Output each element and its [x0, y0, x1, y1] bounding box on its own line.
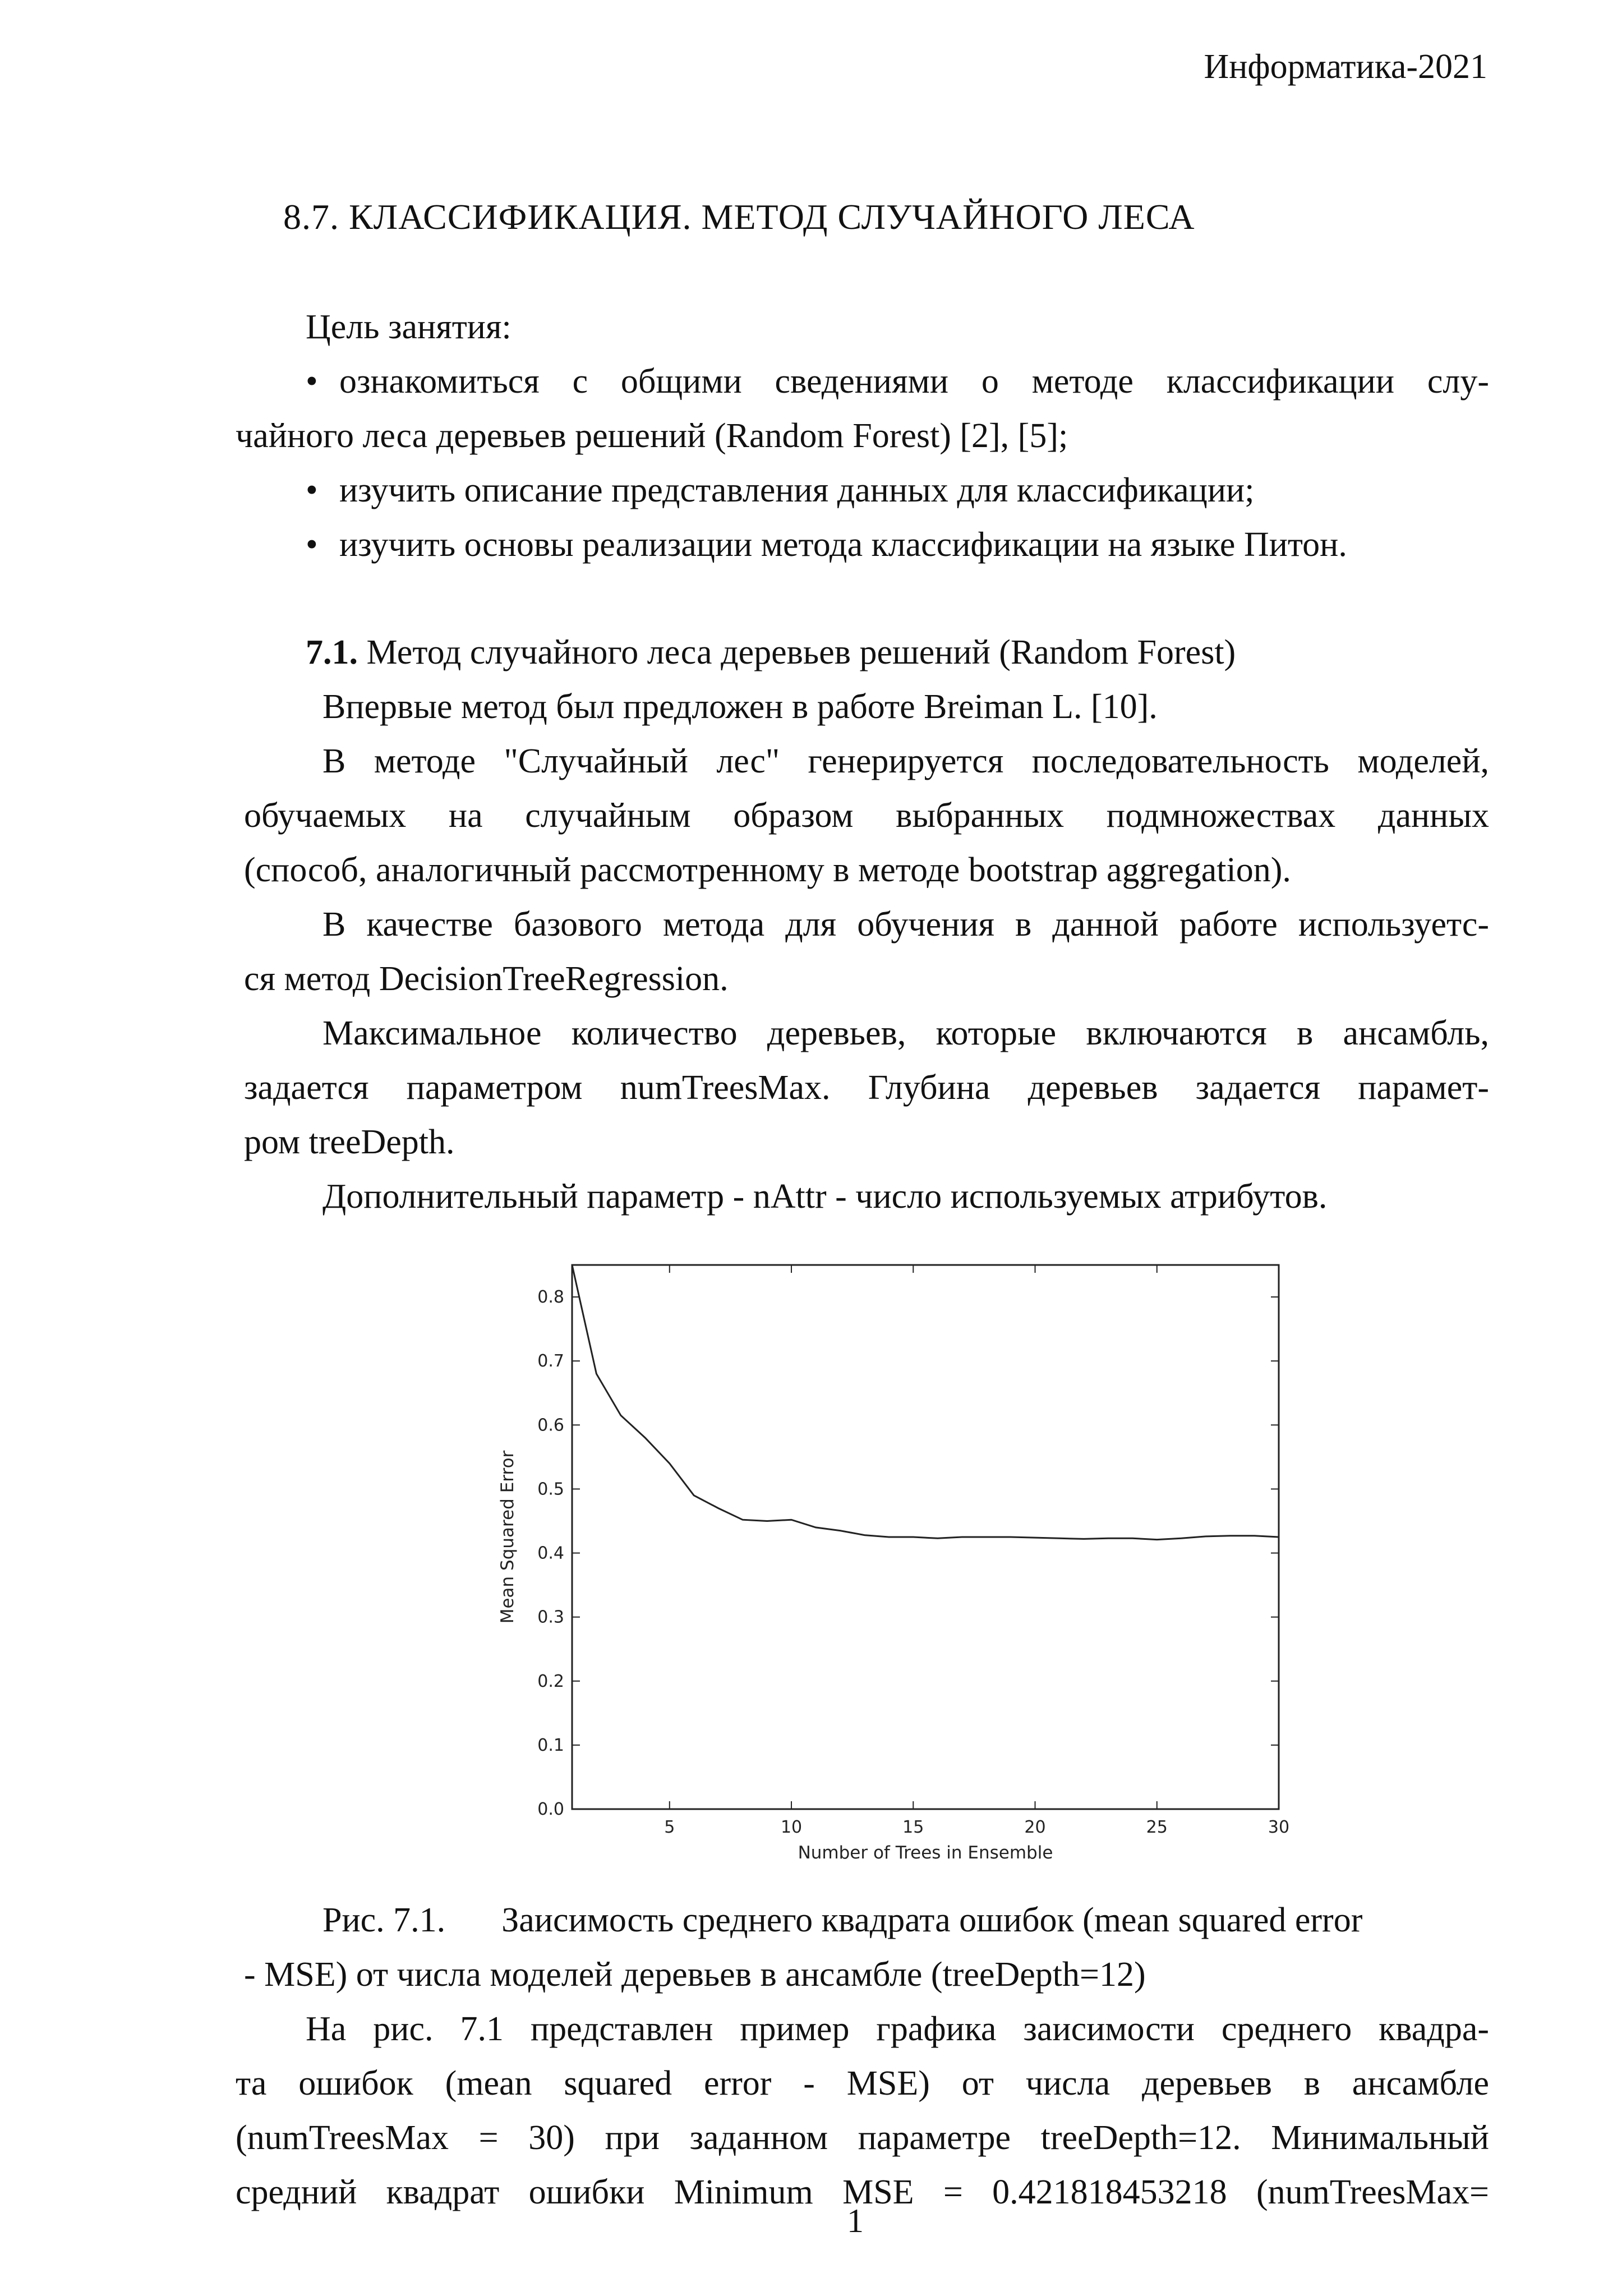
- x-tick-label: 10: [780, 1818, 803, 1837]
- paragraph-1: Впервые метод был предложен в работе Breiman L. [10].: [322, 688, 1158, 726]
- paragraph-3-line1: В качестве базового метода для обучения в данной работе используетс-: [322, 905, 1489, 944]
- x-tick-label: 20: [1024, 1818, 1046, 1837]
- y-tick-label: 0.1: [537, 1735, 564, 1755]
- y-tick-label: 0.7: [537, 1351, 564, 1372]
- y-tick-label: 0.5: [537, 1479, 564, 1499]
- y-tick-label: 0.4: [537, 1543, 564, 1563]
- figure-caption-line2: - MSE) от числа моделей деревьев в ансамбле (treeDepth=12): [244, 1955, 1146, 1994]
- section-title: Метод случайного леса деревьев решений (Random Forest): [366, 633, 1236, 671]
- figure-caption-line1: [322, 1893, 1362, 1948]
- y-axis: [537, 1287, 1279, 1819]
- body-line-2: та ошибок (mean squared error - MSE) от числа деревьев в ансамбле: [236, 2064, 1489, 2102]
- y-tick-label: 0.2: [537, 1671, 564, 1691]
- y-tick-label: 0.0: [537, 1800, 564, 1819]
- body-line-1: На рис. 7.1 представлен пример графика заисимости среднего квадра-: [306, 2010, 1489, 2048]
- section-number: 7.1.: [306, 633, 358, 671]
- x-tick-label: 15: [902, 1818, 924, 1837]
- y-tick-label: 0.3: [537, 1607, 564, 1627]
- paragraph-4-line1: Максимальное количество деревьев, которые включаются в ансамбль,: [322, 1014, 1489, 1052]
- x-axis: [664, 1265, 1289, 1837]
- section-heading: [306, 625, 1236, 680]
- paragraph-5: Дополнительный параметр - nAttr - число используемых атрибутов.: [322, 1177, 1328, 1216]
- paragraph-4-line3: ром treeDepth.: [244, 1123, 455, 1161]
- x-tick-label: 30: [1268, 1818, 1290, 1837]
- bullet-icon: •: [306, 362, 318, 401]
- y-axis-label: Mean Squared Error: [497, 1450, 518, 1624]
- page-number: 1: [847, 2202, 864, 2239]
- x-axis-label: Number of Trees in Ensemble: [798, 1843, 1053, 1863]
- series-line: [572, 1265, 1279, 1540]
- figure-caption-text: Заисимость среднего квадрата ошибок (mean squared error: [501, 1901, 1363, 1939]
- goal-item-1-line2: чайного леса деревьев решений (Random Forest) [2], [5];: [236, 417, 1068, 455]
- x-tick-label: 5: [664, 1818, 675, 1837]
- chapter-title: 8.7. КЛАССИФИКАЦИЯ. МЕТОД СЛУЧАЙНОГО ЛЕСА: [283, 197, 1195, 237]
- paragraph-2-line2: обучаемых на случайным образом выбранных подмножествах данных: [244, 797, 1489, 835]
- y-tick-label: 0.6: [537, 1415, 564, 1435]
- goal-item-3: • изучить основы реализации метода классификации на языке Питон.: [306, 518, 1347, 572]
- running-header: Информатика-2021: [1204, 48, 1487, 86]
- goal-item-2: • изучить описание представления данных для классификации;: [306, 463, 1254, 518]
- paragraph-3-line2: ся метод DecisionTreeRegression.: [244, 960, 729, 998]
- bullet-icon: •: [306, 471, 318, 509]
- series-points: [572, 1265, 1279, 1540]
- bullet-icon: •: [306, 526, 318, 564]
- x-tick-label: 25: [1146, 1818, 1168, 1837]
- body-line-4: средний квадрат ошибки Minimum MSE = 0.421818453218 (numTreesMax=: [236, 2173, 1489, 2211]
- figure-label: Рис. 7.1.: [322, 1901, 446, 1939]
- goal-item-1-line1: • ознакомиться с общими сведениями о методе классификации слу-: [306, 355, 1489, 409]
- mse-line-chart: [482, 1251, 1301, 1896]
- paragraph-2-line1: В методе "Случайный лес" генерируется последовательность моделей,: [322, 742, 1489, 780]
- paragraph-2-line3: (способ, аналогичный рассмотренному в методе bootstrap aggregation).: [244, 851, 1291, 889]
- body-line-3: (numTreesMax = 30) при заданном параметре treeDepth=12. Минимальный: [236, 2119, 1489, 2157]
- y-tick-label: 0.8: [537, 1287, 564, 1308]
- paragraph-4-line2: задается параметром numTreesMax. Глубина деревьев задается парамет-: [244, 1069, 1489, 1107]
- goals-heading: Цель занятия:: [306, 308, 512, 346]
